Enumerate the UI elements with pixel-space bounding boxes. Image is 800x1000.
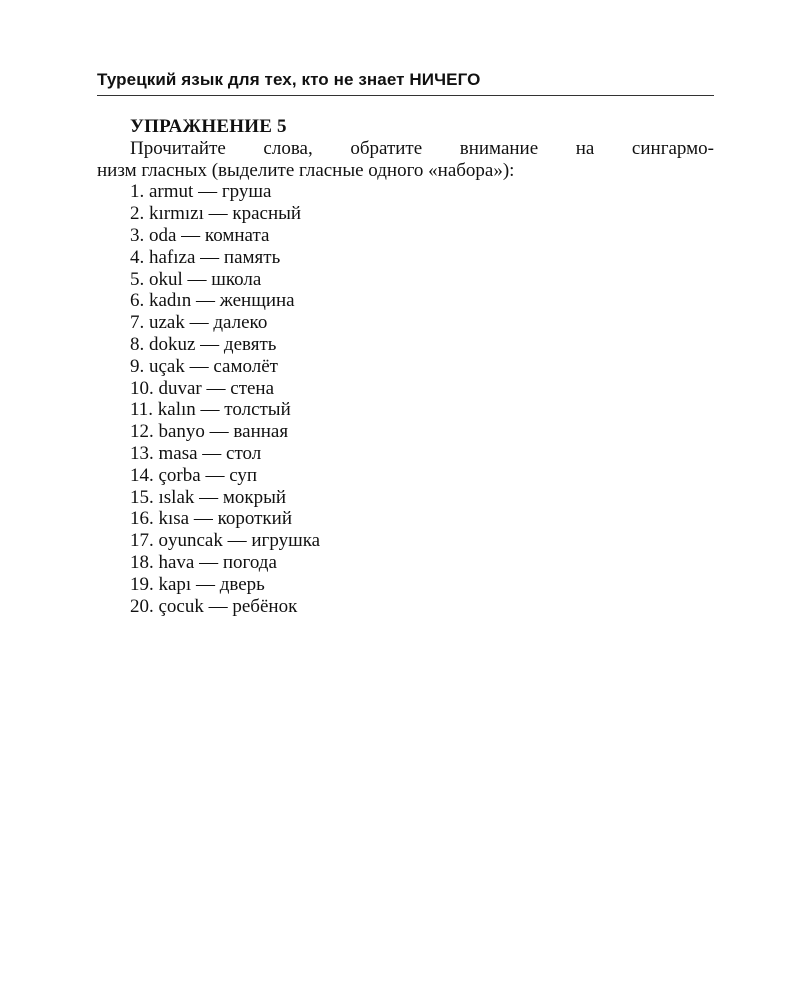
word-list-item: 2. kırmızı — красный [130,203,302,225]
word-list-item: 8. dokuz — девять [130,333,277,355]
word-list-item: 3. oda — комната [130,224,270,246]
word-list-item: 13. masa — стол [130,442,262,464]
word-list-item: 18. hava — погода [130,551,277,573]
word-list-item: 4. hafıza — память [130,246,281,268]
exercise-section [97,116,714,617]
instruction-line: Прочитайте слова, обратите внимание на сингармо- [130,137,714,159]
word-list-item: 7. uzak — далеко [130,312,268,334]
word-list-item: 20. çocuk — ребёнок [130,595,298,617]
instruction-line: низм гласных (выделите гласные одного «набора»): [97,159,515,181]
word-list-item: 10. duvar — стена [130,377,275,399]
exercise-title: УПРАЖНЕНИЕ 5 [130,116,287,137]
word-list-item: 11. kalın — толстый [130,399,291,421]
word-list-item: 1. armut — груша [130,181,272,203]
word-list-item: 15. ıslak — мокрый [130,486,287,508]
word-list [97,181,714,617]
exercise-instruction [97,138,714,182]
word-list-item: 5. okul — школа [130,268,262,290]
word-list-item: 14. çorba — суп [130,464,258,486]
word-list-item: 9. uçak — самолёт [130,355,278,377]
word-list-item: 12. banyo — ванная [130,421,289,443]
running-header: Турецкий язык для тех, кто не знает НИЧЕГО [97,70,481,89]
word-list-item: 6. kadın — женщина [130,290,295,312]
header-divider [97,95,714,96]
word-list-item: 16. kısa — короткий [130,508,292,530]
word-list-item: 19. kapı — дверь [130,573,265,595]
word-list-item: 17. oyuncak — игрушка [130,530,321,552]
